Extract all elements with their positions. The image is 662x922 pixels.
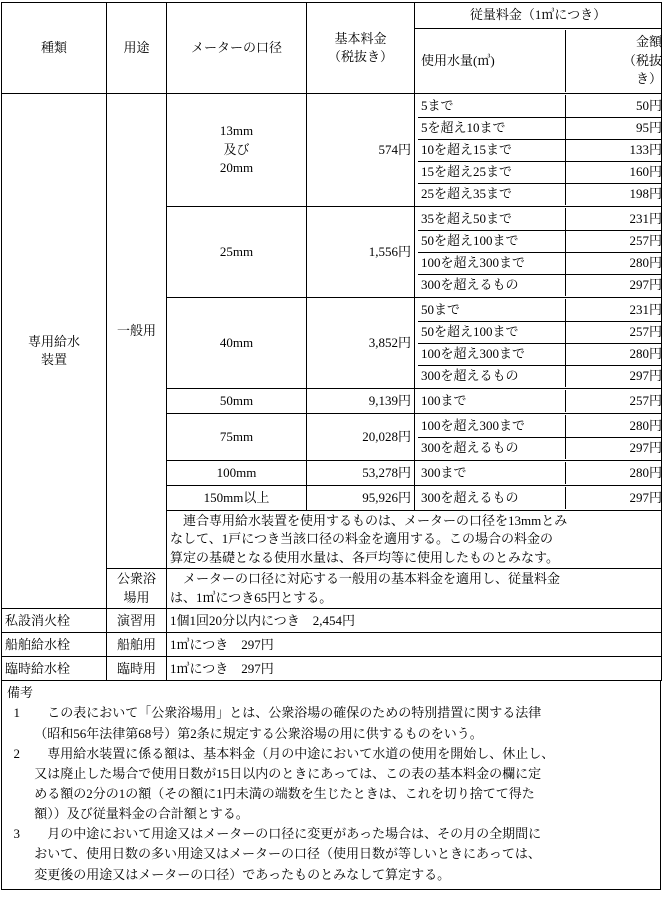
bracket-amount: 198円: [565, 183, 662, 205]
bracket-table-75mm: [418, 415, 662, 459]
rengo-note-line1: 連合専用給水装置を使用するものは、メーターの口径を13mmとみ: [170, 512, 658, 530]
kind-private-supply-device: [2, 94, 107, 609]
basic-charge-75mm: 20,028円: [307, 414, 415, 461]
bracket-amount: 297円: [565, 487, 662, 509]
rengo-note: [167, 511, 662, 569]
remarks-item-line: 専用給水装置に係る額は、基本料金（月の中途において水道の使用を開始し、休止し、: [34, 744, 655, 764]
basic-charge-40mm: 3,852円: [307, 298, 415, 389]
kind-private-hydrant: 私設消火栓: [2, 609, 107, 633]
bracket-row: [418, 462, 662, 484]
remarks-item-line: この表において「公衆浴場用」とは、公衆浴場の確保のための特別措置に関する法律: [34, 703, 655, 723]
bracket-volume: 25を超え35まで: [418, 183, 565, 205]
bracket-amount: 257円: [565, 390, 662, 412]
bracket-row: [418, 343, 662, 365]
remarks-item-line: める額の2分の1の額（その額に1円未満の端数を生じたときは、これを切り捨てて得た: [34, 784, 655, 804]
header-basic-charge-line1: 基本料金: [310, 30, 411, 48]
basic-charge-100mm: 53,278円: [307, 461, 415, 486]
metered-cell-50mm: [415, 389, 662, 414]
bracket-amount: 297円: [565, 274, 662, 296]
meter-13-20mm-line3: 20mm: [170, 159, 303, 177]
tier-row-13-20mm: [2, 94, 662, 207]
header-amount: [565, 30, 662, 92]
use-general: 一般用: [107, 94, 167, 569]
remarks-item-line: （昭和56年法律第68号）第2条に規定する公衆浴場の用に供するものをいう。: [34, 724, 655, 744]
bracket-row: [418, 161, 662, 183]
bracket-table-40mm: [418, 299, 662, 387]
remarks-item-number: 3: [14, 824, 21, 844]
use-ship: 船舶用: [107, 633, 167, 657]
metered-cell-40mm: [415, 298, 662, 389]
bracket-amount: 160円: [565, 161, 662, 183]
header-meter-diameter: メーターの口径: [167, 3, 307, 94]
header-basic-charge: [307, 3, 415, 94]
bracket-row: [418, 95, 662, 117]
remarks-item-line: 額））及び従量料金の合計額とする。: [34, 804, 655, 824]
remarks-item-line: 又は廃止した場合で使用日数が15日以内のときにあっては、この表の基本料金の欄に定: [34, 764, 655, 784]
use-temporary: 臨時用: [107, 657, 167, 681]
bath-note-line2: は、1㎥につき65円とする。: [170, 589, 658, 607]
bracket-row: [418, 390, 662, 412]
bracket-volume: 300を超えるもの: [418, 487, 565, 509]
bracket-amount: 231円: [565, 208, 662, 230]
header-amount-line3: き）: [569, 70, 662, 88]
bracket-row: [418, 117, 662, 139]
remarks-list: [7, 703, 655, 884]
rate-private-hydrant: 1個1回20分以内につき 2,454円: [167, 609, 662, 633]
header-metered-subcolumns: [415, 29, 662, 94]
bracket-volume: 50まで: [418, 299, 565, 321]
bath-note: [167, 569, 662, 609]
basic-charge-150mm-plus: 95,926円: [307, 486, 415, 511]
use-public-bath: [107, 569, 167, 609]
header-water-volume: 使用水量(㎥): [418, 30, 565, 92]
metered-cell-150mm-plus: [415, 486, 662, 511]
table-row-temporary-hydrant: [2, 657, 662, 681]
basic-charge-25mm: 1,556円: [307, 207, 415, 298]
use-drill: 演習用: [107, 609, 167, 633]
kind-temporary-hydrant: 臨時給水栓: [2, 657, 107, 681]
rengo-note-line2: なして、1戸につき当該口径の料金を適用する。この場合の料金の: [170, 530, 658, 548]
bracket-volume: 15を超え25まで: [418, 161, 565, 183]
table-row-private-hydrant: [2, 609, 662, 633]
rengo-note-line3: 算定の基礎となる使用水量は、各戸均等に使用したものとみなす。: [170, 549, 658, 567]
bracket-row: [418, 252, 662, 274]
bracket-row: [418, 274, 662, 296]
metered-cell-13-20mm: [415, 94, 662, 207]
bracket-amount: 50円: [565, 95, 662, 117]
bracket-table-25mm: [418, 208, 662, 296]
meter-150mm-plus: 150mm以上: [167, 486, 307, 511]
meter-25mm: 25mm: [167, 207, 307, 298]
bracket-amount: 297円: [565, 437, 662, 459]
bracket-amount: 280円: [565, 462, 662, 484]
kind-private-line2: 装置: [5, 351, 103, 369]
bracket-amount: 257円: [565, 321, 662, 343]
meter-100mm: 100mm: [167, 461, 307, 486]
table-header-row-top: [2, 3, 662, 29]
metered-cell-75mm: [415, 414, 662, 461]
remarks-item: [7, 824, 655, 884]
header-amount-line2: （税抜: [569, 52, 662, 70]
kind-ship-hydrant: 船舶給水栓: [2, 633, 107, 657]
header-use: 用途: [107, 3, 167, 94]
kind-private-line1: 専用給水: [5, 333, 103, 351]
bracket-row: [418, 139, 662, 161]
water-rate-table: [1, 2, 662, 681]
bracket-row: [418, 437, 662, 459]
bracket-volume: 100まで: [418, 390, 565, 412]
bracket-volume: 300まで: [418, 462, 565, 484]
remarks-item-line: おいて、使用日数の多い用途又はメーターの口径（使用日数が等しいときにあっては、: [34, 844, 655, 864]
bracket-amount: 280円: [565, 252, 662, 274]
bracket-volume: 5まで: [418, 95, 565, 117]
basic-charge-13-20mm: 574円: [307, 94, 415, 207]
bracket-amount: 231円: [565, 299, 662, 321]
bracket-table-100mm: [418, 462, 662, 484]
bracket-table-50mm: [418, 390, 662, 412]
bracket-amount: 280円: [565, 415, 662, 437]
header-amount-line1: 金額: [569, 33, 662, 51]
header-kind: 種類: [2, 3, 107, 94]
remarks-item: [7, 703, 655, 743]
bracket-row: [418, 365, 662, 387]
rate-temporary-hydrant: 1㎥につき 297円: [167, 657, 662, 681]
remarks-title: 備考: [7, 683, 655, 703]
bracket-table-13-20mm: [418, 95, 662, 205]
remarks-item-line: 月の中途において用途又はメーターの口径に変更があった場合は、その月の全期間に: [34, 824, 655, 844]
bracket-row: [418, 487, 662, 509]
rate-ship-hydrant: 1㎥につき 297円: [167, 633, 662, 657]
bracket-amount: 280円: [565, 343, 662, 365]
bracket-volume: 300を超えるもの: [418, 365, 565, 387]
basic-charge-50mm: 9,139円: [307, 389, 415, 414]
meter-75mm: 75mm: [167, 414, 307, 461]
header-metered-subtable: [418, 30, 662, 92]
bath-note-line1: メーターの口径に対応する一般用の基本料金を適用し、従量料金: [170, 570, 658, 588]
bracket-amount: 297円: [565, 365, 662, 387]
bracket-amount: 133円: [565, 139, 662, 161]
use-public-bath-line2: 場用: [110, 589, 163, 607]
bracket-volume: 100を超え300まで: [418, 343, 565, 365]
meter-13-20mm-line2: 及び: [170, 141, 303, 159]
bracket-volume: 100を超え300まで: [418, 252, 565, 274]
meter-40mm: 40mm: [167, 298, 307, 389]
bracket-table-150mm-plus: [418, 487, 662, 509]
bracket-row: [418, 415, 662, 437]
use-public-bath-line1: 公衆浴: [110, 570, 163, 588]
remarks-item-number: 2: [14, 744, 21, 764]
header-metered-charge-group: 従量料金（1㎥につき）: [415, 3, 662, 29]
bracket-row: [418, 321, 662, 343]
table-row-ship-hydrant: [2, 633, 662, 657]
header-basic-charge-line2: （税抜き）: [310, 48, 411, 66]
bracket-row: [418, 230, 662, 252]
meter-13-20mm-line1: 13mm: [170, 122, 303, 140]
remarks-item: [7, 744, 655, 825]
bracket-volume: 100を超え300まで: [418, 415, 565, 437]
remarks-section: [1, 681, 661, 889]
bracket-row: [418, 183, 662, 205]
bracket-volume: 35を超え50まで: [418, 208, 565, 230]
metered-cell-25mm: [415, 207, 662, 298]
remarks-item-number: 1: [14, 703, 21, 723]
bracket-volume: 5を超え10まで: [418, 117, 565, 139]
bracket-amount: 95円: [565, 117, 662, 139]
bracket-volume: 50を超え100まで: [418, 321, 565, 343]
bracket-volume: 10を超え15まで: [418, 139, 565, 161]
remarks-item-line: 変更後の用途又はメーターの口径）であったものとみなして算定する。: [34, 865, 655, 885]
metered-cell-100mm: [415, 461, 662, 486]
meter-50mm: 50mm: [167, 389, 307, 414]
rate-table-document: [0, 2, 662, 922]
bracket-volume: 300を超えるもの: [418, 274, 565, 296]
bracket-volume: 300を超えるもの: [418, 437, 565, 459]
meter-13-20mm: [167, 94, 307, 207]
bracket-volume: 50を超え100まで: [418, 230, 565, 252]
bracket-row: [418, 208, 662, 230]
bracket-row: [418, 299, 662, 321]
bracket-amount: 257円: [565, 230, 662, 252]
